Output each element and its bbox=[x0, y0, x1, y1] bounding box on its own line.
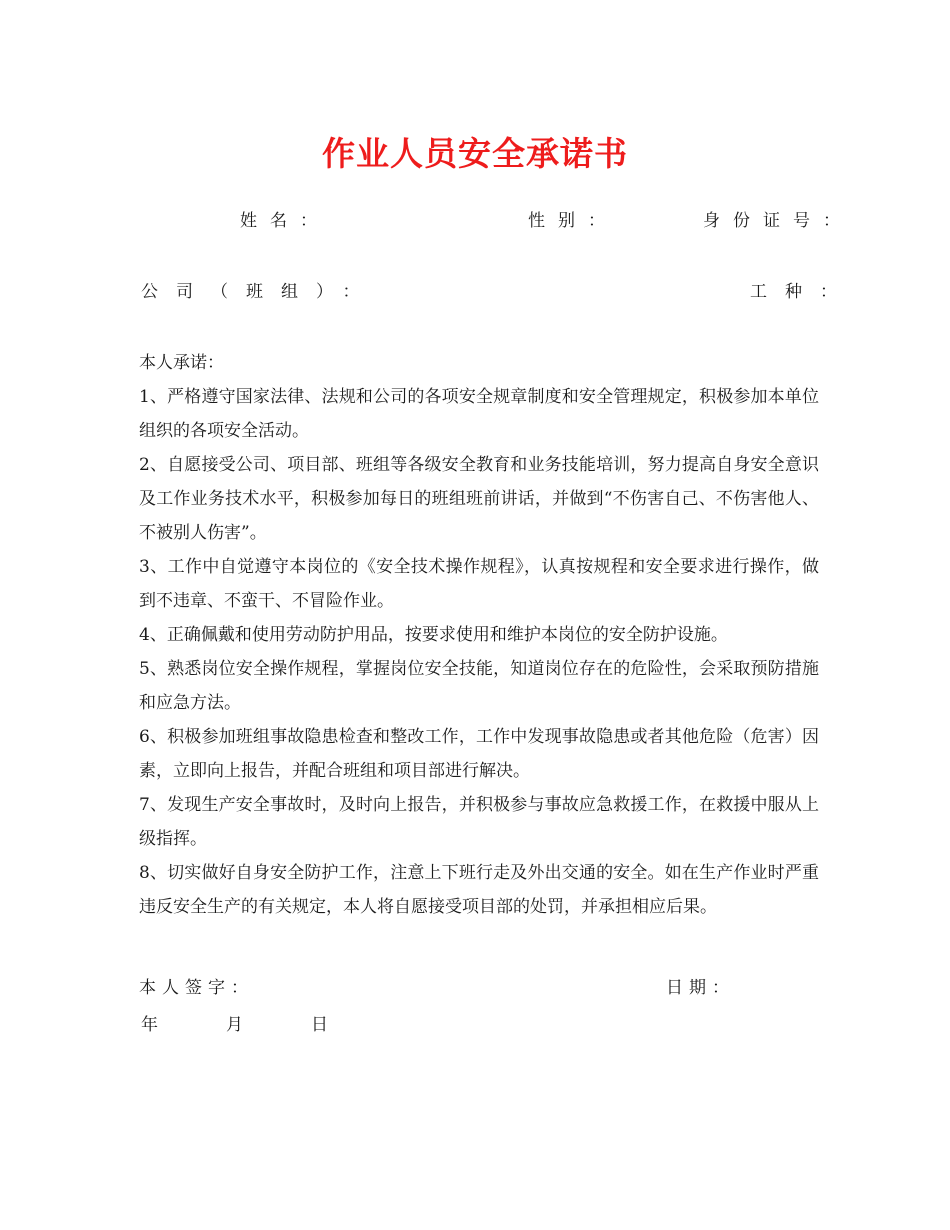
work-type-field-label: 工种： bbox=[750, 282, 855, 302]
pledge-clause-4: 4、正确佩戴和使用劳动防护用品，按要求使用和维护本岗位的安全防护设施。 bbox=[139, 625, 728, 645]
date-day-label: 日 bbox=[311, 1015, 328, 1035]
pledge-clause-3: 3、工作中自觉遵守本岗位的《安全技术操作规程》，认真按规程和安全要求进行操作，做到不违章、不蛮干、不冒险作业。 bbox=[139, 557, 819, 611]
gender-field-label: 性别： bbox=[528, 211, 618, 231]
name-field-label: 姓名： bbox=[240, 211, 330, 231]
date-label: 日期： bbox=[666, 978, 735, 998]
document-title: 作业人员安全承诺书 bbox=[322, 134, 628, 173]
id-number-field-label: 身份证号： bbox=[703, 211, 853, 231]
pledge-clause-2: 2、自愿接受公司、项目部、班组等各级安全教育和业务技能培训，努力提高自身安全意识及工作业务技术水平，积极参加每日的班组班前讲话，并做到“不伤害自己、不伤害他人、不被别人伤害”。 bbox=[139, 455, 819, 543]
pledge-intro: 本人承诺： bbox=[139, 353, 224, 373]
pledge-clause-7: 7、发现生产安全事故时，及时向上报告，并积极参与事故应急救援工作，在救援中服从上级指挥。 bbox=[139, 795, 819, 849]
pledge-clause-6: 6、积极参加班组事故隐患检查和整改工作，工作中发现事故隐患或者其他危险（危害）因素，立即向上报告，并配合班组和项目部进行解决。 bbox=[139, 727, 819, 781]
pledge-body bbox=[139, 346, 819, 924]
pledge-clause-1: 1、严格遵守国家法律、法规和公司的各项安全规章制度和安全管理规定，积极参加本单位组织的各项安全活动。 bbox=[139, 387, 819, 441]
date-month-label: 月 bbox=[226, 1015, 243, 1035]
date-year-label: 年 bbox=[141, 1015, 158, 1035]
company-team-field-label: 公司（班组）： bbox=[141, 282, 378, 302]
signature-label: 本人签字： bbox=[139, 978, 254, 998]
pledge-clause-5: 5、熟悉岗位安全操作规程，掌握岗位安全技能，知道岗位存在的危险性，会采取预防措施和应急方法。 bbox=[139, 659, 819, 713]
pledge-clause-8: 8、切实做好自身安全防护工作，注意上下班行走及外出交通的安全。如在生产作业时严重违反安全生产的有关规定，本人将自愿接受项目部的处罚，并承担相应后果。 bbox=[139, 863, 819, 917]
